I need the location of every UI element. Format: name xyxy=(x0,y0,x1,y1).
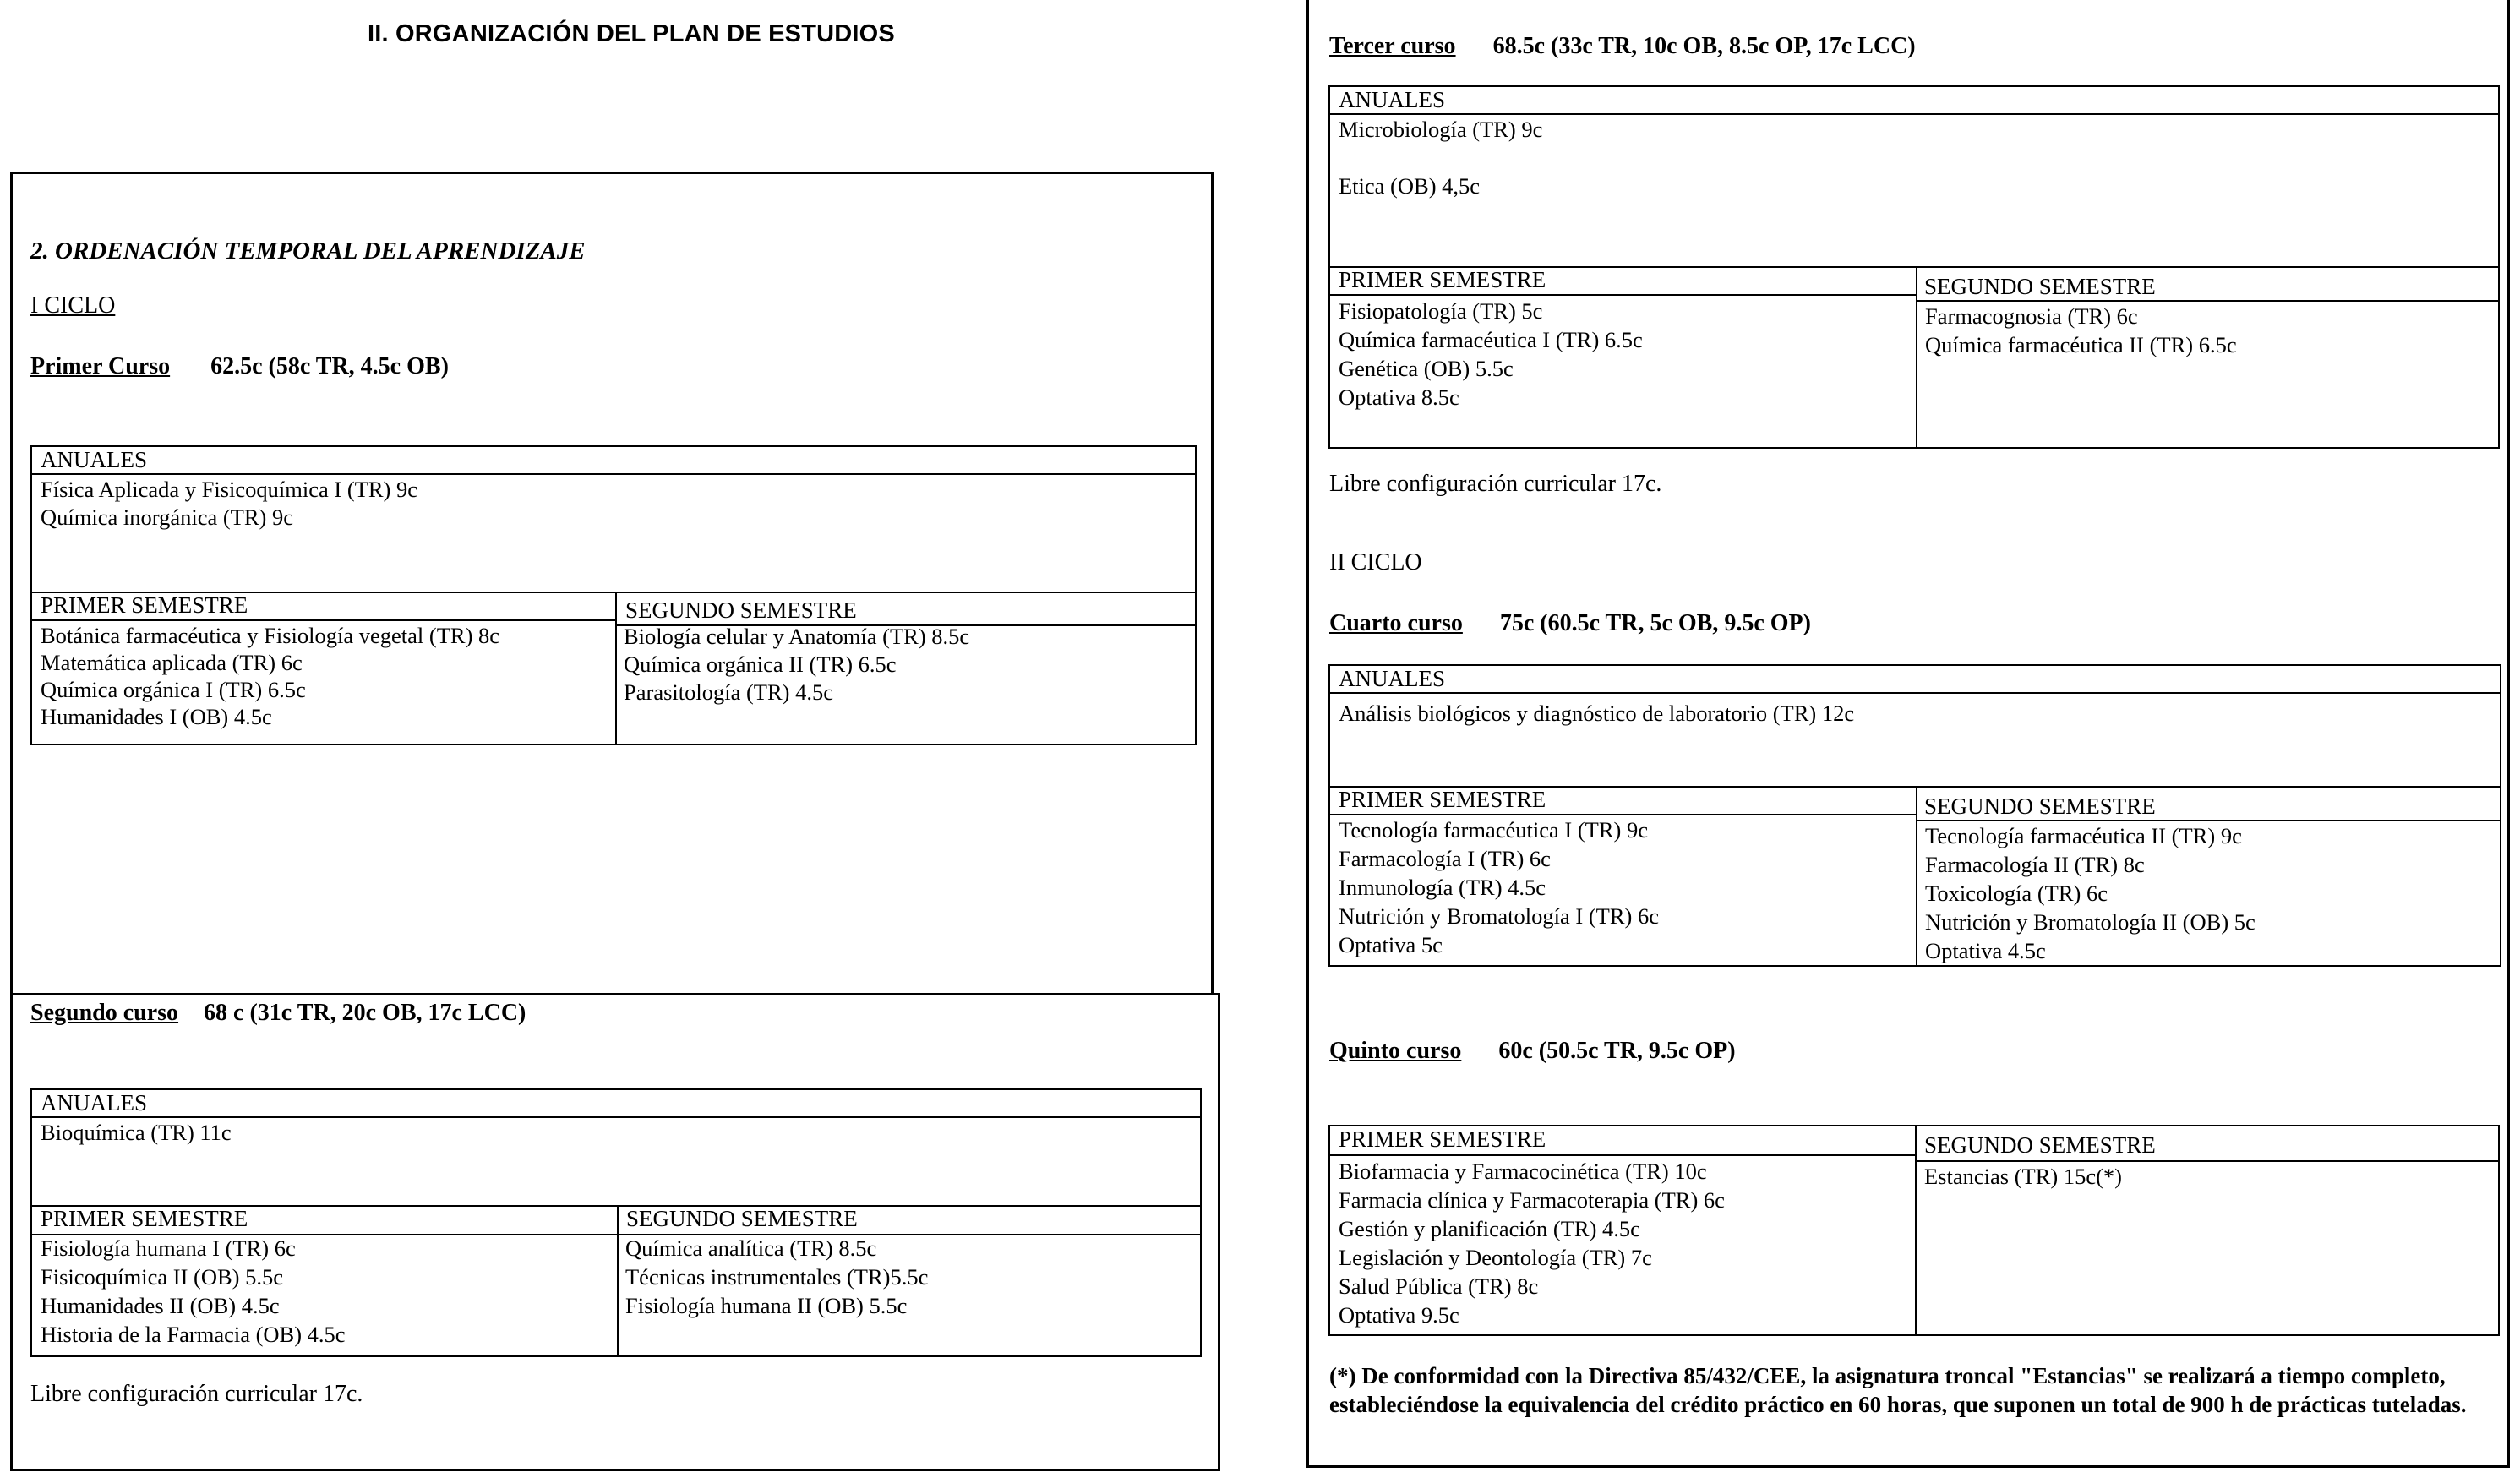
list-item: Nutrición y Bromatología I (TR) 6c xyxy=(1339,903,1660,929)
quinto-curso-primer-semestre-list xyxy=(1339,1157,1725,1329)
cuarto-curso-name: Cuarto curso xyxy=(1329,610,1463,636)
primer-curso-primer-semestre-header: PRIMER SEMESTRE xyxy=(41,592,248,618)
list-item: Análisis biológicos y diagnóstico de laboratorio (TR) 12c xyxy=(1339,701,1855,726)
list-item: Microbiología (TR) 9c xyxy=(1339,117,1543,142)
cuarto-curso-heading xyxy=(1329,610,1811,637)
list-item: Gestión y planificación (TR) 4.5c xyxy=(1339,1216,1640,1241)
list-item: Optativa 9.5c xyxy=(1339,1302,1459,1328)
tercer-curso-anuales-list xyxy=(1339,116,1542,200)
cuarto-curso-segundo-semestre-header: SEGUNDO SEMESTRE xyxy=(1924,794,2156,819)
list-item: Física Aplicada y Fisicoquímica I (TR) 9c xyxy=(41,477,417,502)
segundo-curso-primer-semestre-header: PRIMER SEMESTRE xyxy=(41,1206,248,1231)
list-item: Optativa 5c xyxy=(1339,932,1443,957)
primer-curso-anuales-list xyxy=(41,476,417,532)
list-item: Matemática aplicada (TR) 6c xyxy=(41,650,303,675)
list-item: Toxicología (TR) 6c xyxy=(1925,881,2108,906)
segundo-curso-anuales-list xyxy=(41,1119,232,1147)
primer-curso-credits: 62.5c (58c TR, 4.5c OB) xyxy=(210,353,449,379)
list-item: Química farmacéutica II (TR) 6.5c xyxy=(1925,332,2237,357)
list-item: Legislación y Deontología (TR) 7c xyxy=(1339,1245,1652,1270)
list-item: Genética (OB) 5.5c xyxy=(1339,356,1514,381)
divider xyxy=(1330,1154,1915,1156)
list-item: Tecnología farmacéutica II (TR) 9c xyxy=(1925,823,2242,848)
primer-curso-heading xyxy=(30,353,449,380)
quinto-curso-heading xyxy=(1329,1038,1736,1065)
list-item: Química analítica (TR) 8.5c xyxy=(625,1235,877,1261)
page-title: II. ORGANIZACIÓN DEL PLAN DE ESTUDIOS xyxy=(368,20,895,47)
divider xyxy=(615,592,617,744)
segundo-curso-credits: 68 c (31c TR, 20c OB, 17c LCC) xyxy=(204,1000,526,1026)
segundo-curso-primer-semestre-list xyxy=(41,1234,346,1349)
tercer-curso-name: Tercer curso xyxy=(1329,33,1456,59)
list-item: Tecnología farmacéutica I (TR) 9c xyxy=(1339,817,1649,843)
primer-curso-segundo-semestre-header: SEGUNDO SEMESTRE xyxy=(625,597,857,623)
tercer-curso-libre: Libre configuración curricular 17c. xyxy=(1329,471,1662,497)
primer-curso-segundo-semestre-list xyxy=(624,623,969,706)
quinto-curso-name: Quinto curso xyxy=(1329,1038,1462,1064)
segundo-curso-name: Segundo curso xyxy=(30,1000,179,1026)
ciclo-2-label: II CICLO xyxy=(1329,549,1422,575)
list-item: Etica (OB) 4,5c xyxy=(1339,173,1481,199)
list-item: Química inorgánica (TR) 9c xyxy=(41,504,294,530)
section-title: 2. ORDENACIÓN TEMPORAL DEL APRENDIZAJE xyxy=(30,237,586,265)
ciclo-1-label: I CICLO xyxy=(30,292,116,319)
tercer-curso-anuales-header: ANUALES xyxy=(1330,87,2498,115)
cuarto-curso-primer-semestre-list xyxy=(1339,815,1659,959)
tercer-curso-heading xyxy=(1329,33,1916,60)
list-item: Bioquímica (TR) 11c xyxy=(41,1120,232,1145)
primer-curso-name: Primer Curso xyxy=(30,353,171,379)
cuarto-curso-credits: 75c (60.5c TR, 5c OB, 9.5c OP) xyxy=(1499,610,1811,636)
footnote: (*) De conformidad con la Directiva 85/432/CEE, la asignatura troncal "Estancias" se realizará a tiempo completo, estableciéndose la equivalencia del crédito práctico en 60 horas, que suponen un total de 900 h de prácticas tuteladas. xyxy=(1329,1363,2467,1417)
divider xyxy=(617,1205,619,1355)
segundo-curso-heading xyxy=(30,1000,526,1027)
segundo-curso-table xyxy=(30,1088,1202,1357)
tercer-curso-primer-semestre-header: PRIMER SEMESTRE xyxy=(1339,267,1546,292)
quinto-curso-segundo-semestre-list xyxy=(1924,1162,2122,1191)
list-item: Técnicas instrumentales (TR)5.5c xyxy=(625,1264,929,1290)
primer-curso-primer-semestre-list xyxy=(41,622,499,730)
tercer-curso-credits: 68.5c (33c TR, 10c OB, 8.5c OP, 17c LCC) xyxy=(1492,33,1916,59)
list-item: Farmacología I (TR) 6c xyxy=(1339,846,1551,871)
primer-curso-anuales-header: ANUALES xyxy=(32,447,1195,475)
list-item: Fisiología humana II (OB) 5.5c xyxy=(625,1293,908,1318)
quinto-curso-segundo-semestre-header: SEGUNDO SEMESTRE xyxy=(1924,1132,2156,1158)
list-item: Biología celular y Anatomía (TR) 8.5c xyxy=(624,624,970,649)
list-item: Farmacia clínica y Farmacoterapia (TR) 6c xyxy=(1339,1187,1725,1213)
primer-curso-table xyxy=(30,445,1197,745)
list-item: Química orgánica I (TR) 6.5c xyxy=(41,677,306,702)
list-item: Farmacognosia (TR) 6c xyxy=(1925,303,2138,329)
list-item: Fisiopatología (TR) 5c xyxy=(1339,298,1543,324)
quinto-curso-table xyxy=(1328,1125,2500,1336)
list-item: Humanidades I (OB) 4.5c xyxy=(41,704,272,729)
tercer-curso-primer-semestre-list xyxy=(1339,297,1643,412)
list-item: Química orgánica II (TR) 6.5c xyxy=(624,652,897,677)
cuarto-curso-table xyxy=(1328,664,2501,967)
divider xyxy=(1915,1126,1917,1334)
list-item: Humanidades II (OB) 4.5c xyxy=(41,1293,280,1318)
list-item: Biofarmacia y Farmacocinética (TR) 10c xyxy=(1339,1159,1707,1184)
list-item: Botánica farmacéutica y Fisiología vegetal (TR) 8c xyxy=(41,623,500,648)
segundo-curso-anuales-header: ANUALES xyxy=(32,1090,1200,1118)
list-item: Salud Pública (TR) 8c xyxy=(1339,1273,1539,1299)
list-item: Optativa 8.5c xyxy=(1339,384,1459,410)
list-item: Farmacología II (TR) 8c xyxy=(1925,852,2145,877)
divider xyxy=(1916,266,1917,447)
cuarto-curso-segundo-semestre-list xyxy=(1925,821,2255,965)
segundo-curso-segundo-semestre-list xyxy=(625,1234,928,1320)
list-item: Fisicoquímica II (OB) 5.5c xyxy=(41,1264,284,1290)
divider xyxy=(32,619,615,621)
tercer-curso-segundo-semestre-list xyxy=(1925,302,2237,359)
cuarto-curso-anuales-header: ANUALES xyxy=(1330,666,2500,694)
divider xyxy=(1330,294,1916,296)
cuarto-curso-primer-semestre-header: PRIMER SEMESTRE xyxy=(1339,787,1546,812)
list-item: Estancias (TR) 15c(*) xyxy=(1924,1164,2122,1189)
list-item: Nutrición y Bromatología II (OB) 5c xyxy=(1925,909,2255,935)
tercer-curso-segundo-semestre-header: SEGUNDO SEMESTRE xyxy=(1924,274,2156,299)
quinto-curso-credits: 60c (50.5c TR, 9.5c OP) xyxy=(1498,1038,1736,1064)
segundo-curso-libre: Libre configuración curricular 17c. xyxy=(30,1381,363,1407)
cuarto-curso-anuales-list xyxy=(1339,700,1854,728)
list-item: Fisiología humana I (TR) 6c xyxy=(41,1235,296,1261)
list-item: Parasitología (TR) 4.5c xyxy=(624,679,834,705)
list-item: Optativa 4.5c xyxy=(1925,938,2046,963)
list-item: Historia de la Farmacia (OB) 4.5c xyxy=(41,1322,346,1347)
list-item: Química farmacéutica I (TR) 6.5c xyxy=(1339,327,1643,352)
tercer-curso-table xyxy=(1328,85,2500,449)
list-item: Inmunología (TR) 4.5c xyxy=(1339,875,1546,900)
segundo-curso-segundo-semestre-header: SEGUNDO SEMESTRE xyxy=(626,1206,858,1231)
quinto-curso-primer-semestre-header: PRIMER SEMESTRE xyxy=(1339,1126,1546,1152)
divider xyxy=(1916,786,1917,965)
